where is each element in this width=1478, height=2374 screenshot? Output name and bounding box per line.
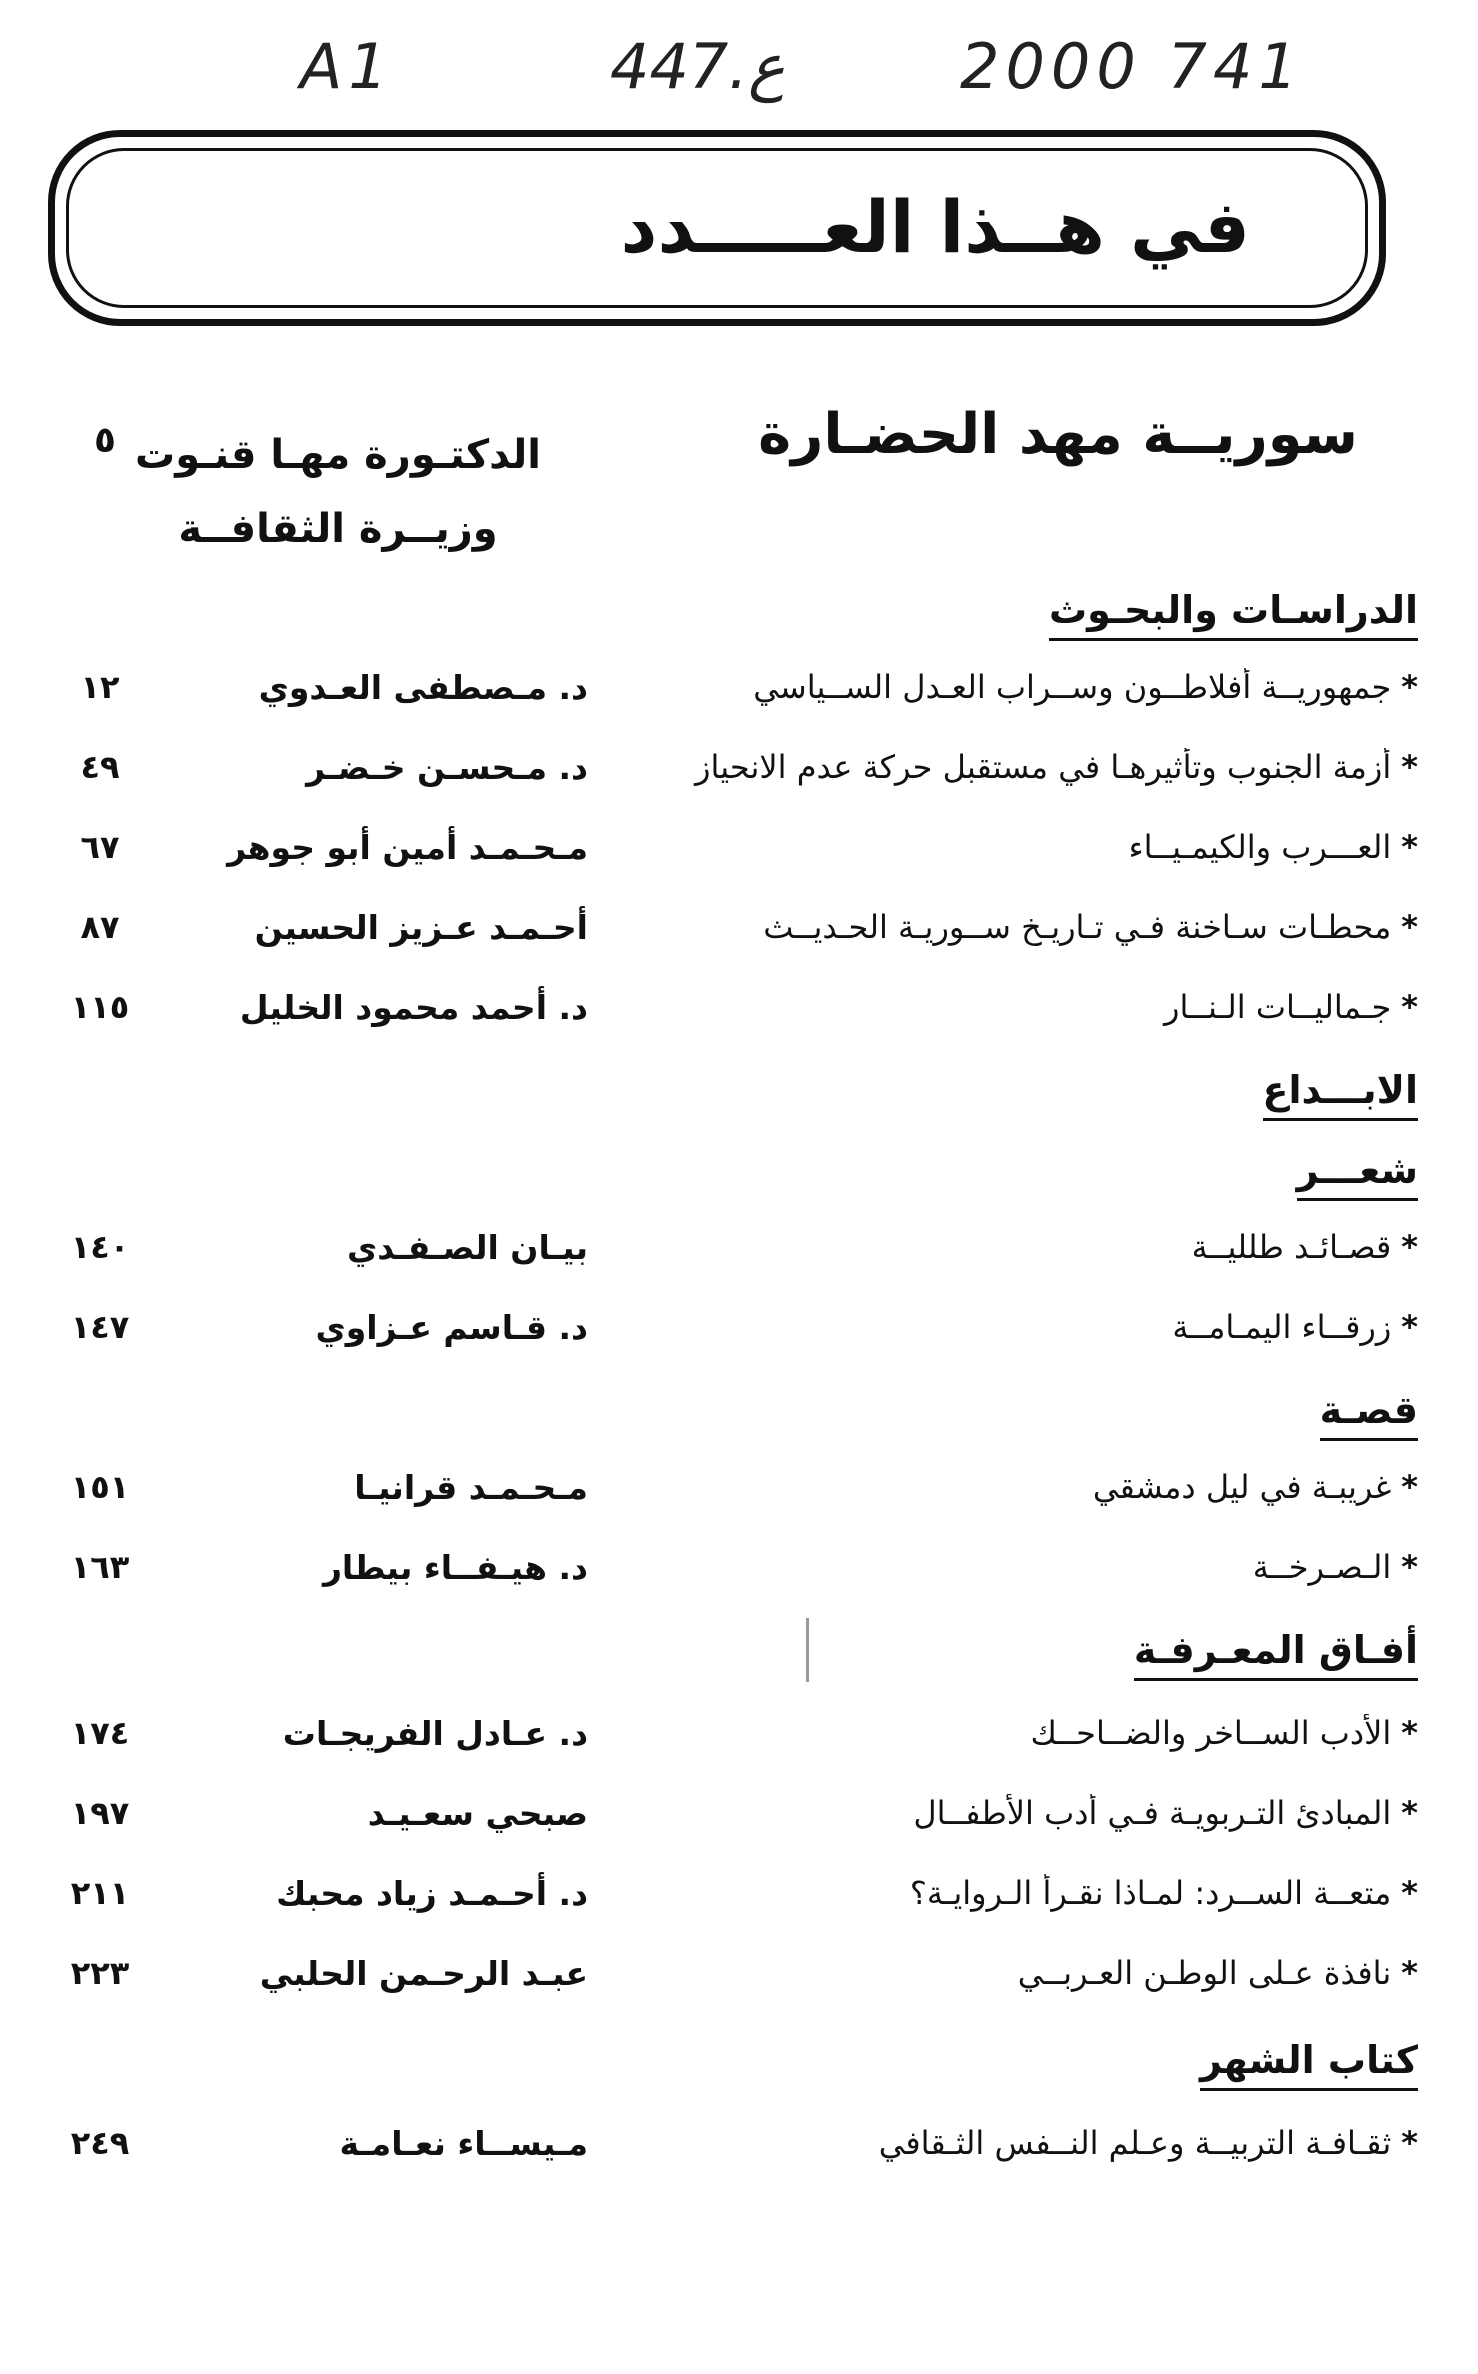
lead-article-title: سوريــة مهد الحضـارة xyxy=(758,402,1358,467)
toc-entry xyxy=(0,1874,1478,1934)
toc-entry-page: ١٢ xyxy=(80,668,120,706)
lead-page-number: ٥ xyxy=(94,420,116,461)
section-heading-poetry: شعـــر xyxy=(1297,1148,1418,1201)
toc-entry-page: ٢٤٩ xyxy=(70,2124,130,2162)
toc-entry-page: ٢١١ xyxy=(70,1874,130,1912)
toc-entry xyxy=(0,1714,1478,1774)
toc-entry-page: ٨٧ xyxy=(80,908,120,946)
toc-entry-page: ٦٧ xyxy=(80,828,120,866)
toc-entry-title: *أزمة الجنوب وتأثيرهـا في مستقبل حركة عدم الانحياز xyxy=(695,748,1418,786)
section-heading-book-of-month: كتاب الشهر xyxy=(1200,2038,1418,2091)
toc-entry-author: عبـد الرحـمن الحلبي xyxy=(259,1954,588,1993)
toc-entry-author: د. أحـمـد زياد محبك xyxy=(276,1874,588,1913)
toc-entry xyxy=(0,2124,1478,2184)
toc-entry-title: *العـــرب والكيمـيــاء xyxy=(1128,828,1418,866)
toc-entry-author: د. مـصطفى العـدوي xyxy=(258,668,588,707)
scan-mark xyxy=(806,1618,809,1682)
toc-entry-title: *ثقـافـة التربيــة وعـلم النــفس الثـقافي xyxy=(878,2124,1418,2162)
toc-entry xyxy=(0,828,1478,888)
toc-entry-author: صبحي سعـيـد xyxy=(367,1794,588,1833)
toc-entry-author: مـحـمـد أمين أبو جوهر xyxy=(227,828,588,867)
toc-entry xyxy=(0,1308,1478,1368)
lead-author-role: وزيــرة الثقافــة xyxy=(178,506,498,552)
toc-entry xyxy=(0,748,1478,808)
bullet-star-icon: * xyxy=(1401,748,1418,786)
bullet-star-icon: * xyxy=(1401,988,1418,1026)
toc-entry-page: ١٥١ xyxy=(70,1468,130,1506)
toc-entry-page: ١٤٧ xyxy=(70,1308,130,1346)
toc-entry-title: *محطـات سـاخنة فـي تـاريـخ ســوريـة الحـديــث xyxy=(763,908,1418,946)
handwritten-code-right: 2000 741 xyxy=(960,30,1304,103)
handwritten-code-left: A1 xyxy=(300,30,394,103)
toc-entry-author: د. هيـفــاء بيطار xyxy=(322,1548,588,1587)
toc-entry xyxy=(0,1228,1478,1288)
toc-entry-author: بيـان الصـفـدي xyxy=(346,1228,588,1267)
toc-entry-title: *الـصـرخــة xyxy=(1252,1548,1418,1586)
toc-entry-author: مـيســاء نعـامـة xyxy=(339,2124,588,2163)
toc-entry-page: ١٩٧ xyxy=(70,1794,130,1832)
bullet-star-icon: * xyxy=(1401,908,1418,946)
toc-entry-page: ٢٢٣ xyxy=(70,1954,130,1992)
toc-entry xyxy=(0,988,1478,1048)
toc-entry xyxy=(0,1548,1478,1608)
bullet-star-icon: * xyxy=(1401,2124,1418,2162)
toc-entry-page: ١٤٠ xyxy=(70,1228,130,1266)
banner-title: في هــذا العـــــدد xyxy=(620,185,1250,269)
toc-entry xyxy=(0,1954,1478,2014)
toc-entry-author: مـحـمـد قرانيـا xyxy=(354,1468,588,1507)
toc-entry-title: *جمهوريــة أفلاطــون وســراب العـدل الســياسي xyxy=(753,668,1418,706)
toc-entry xyxy=(0,1468,1478,1528)
bullet-star-icon: * xyxy=(1401,1874,1418,1912)
bullet-star-icon: * xyxy=(1401,828,1418,866)
lead-article-author xyxy=(78,418,598,566)
toc-entry xyxy=(0,668,1478,728)
toc-entry-title: *زرقــاء اليمـامــة xyxy=(1172,1308,1418,1346)
toc-entry-author: أحـمـد عـزيز الحسين xyxy=(254,908,588,947)
bullet-star-icon: * xyxy=(1401,1714,1418,1752)
toc-entry-title: *الأدب الســاخر والضــاحــك xyxy=(1030,1714,1418,1752)
toc-entry-title: *المبادئ التـربويـة فـي أدب الأطفــال xyxy=(913,1794,1418,1832)
lead-author-name: الدكتـورة مهـا قنـوت xyxy=(135,432,541,478)
handwritten-code-middle: 447.ع xyxy=(610,30,786,103)
toc-entry-title: *متعــة الســرد: لمـاذا نقـرأ الـروايـة؟ xyxy=(909,1874,1418,1912)
toc-entry xyxy=(0,908,1478,968)
bullet-star-icon: * xyxy=(1401,1228,1418,1266)
bullet-star-icon: * xyxy=(1401,1468,1418,1506)
toc-entry-author: د. مـحسـن خـضـر xyxy=(306,748,588,787)
bullet-star-icon: * xyxy=(1401,668,1418,706)
section-heading-horizons: أفـاق المعـرفـة xyxy=(1134,1628,1418,1681)
bullet-star-icon: * xyxy=(1401,1308,1418,1346)
toc-entry-author: د. أحمد محمود الخليل xyxy=(239,988,588,1027)
toc-entry-title: *قصـائـد طلليــة xyxy=(1191,1228,1418,1266)
bullet-star-icon: * xyxy=(1401,1954,1418,1992)
toc-entry-title: *غريبـة في ليل دمشقي xyxy=(1092,1468,1418,1506)
toc-entry-page: ٤٩ xyxy=(80,748,120,786)
toc-entry-page: ١٧٤ xyxy=(70,1714,130,1752)
toc-entry-page: ١١٥ xyxy=(70,988,130,1026)
section-heading-creativity: الابـــداع xyxy=(1263,1068,1419,1121)
toc-entry-title: *نافذة عـلى الوطـن العـربــي xyxy=(1017,1954,1418,1992)
toc-entry-author: د. عـادل الفريجـات xyxy=(282,1714,588,1753)
toc-entry-page: ١٦٣ xyxy=(70,1548,130,1586)
bullet-star-icon: * xyxy=(1401,1548,1418,1586)
toc-entry xyxy=(0,1794,1478,1854)
bullet-star-icon: * xyxy=(1401,1794,1418,1832)
section-heading-studies: الدراسـات والبحـوث xyxy=(1049,588,1418,641)
toc-entry-author: د. قـاسم عـزاوي xyxy=(315,1308,588,1347)
toc-entry-title: *جـماليــات الـنــار xyxy=(1164,988,1418,1026)
section-heading-story: قصـة xyxy=(1320,1388,1418,1441)
